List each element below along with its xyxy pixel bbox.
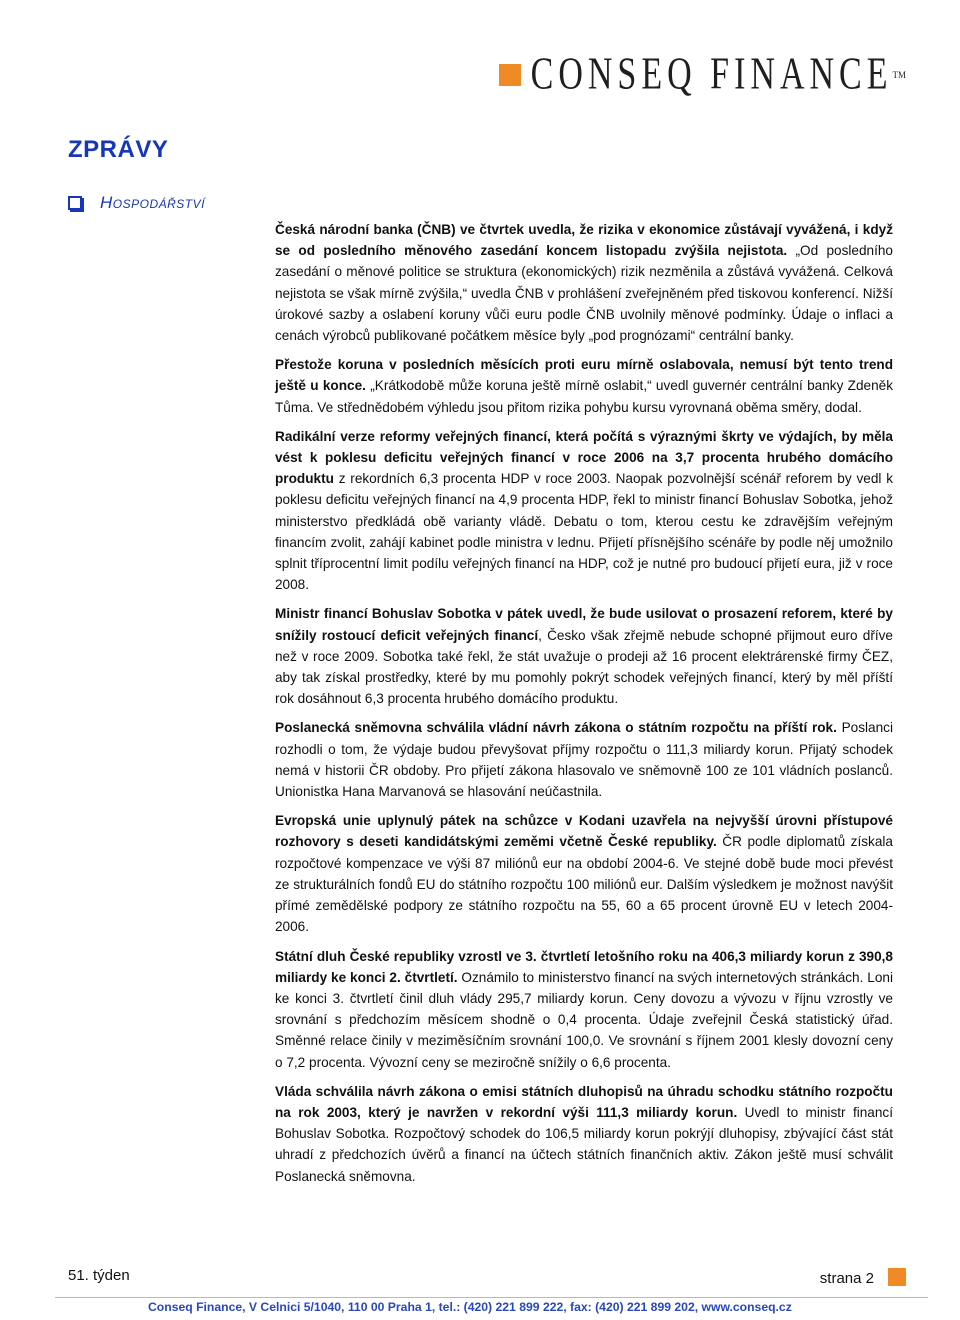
footer-divider	[55, 1297, 928, 1298]
company-logo	[499, 49, 912, 100]
section-title: Hospodářství	[100, 193, 205, 212]
company-address-bar	[0, 1296, 960, 1320]
paragraph-lead: Poslanecká sněmovna schválila vládní návrh zákona o státním rozpočtu na příští rok.	[275, 720, 837, 736]
paragraph-lead: Česká národní banka (ČNB) ve čtvrtek uvedla, že rizika v ekonomice zůstávají vyvážená, i když se od posledního měnového zasedání koncem listopadu zvýšila nejistota.	[275, 222, 893, 259]
news-paragraph	[275, 354, 893, 418]
footer-orange-square-icon	[888, 1268, 906, 1286]
page-number: strana 2	[819, 1270, 874, 1287]
logo-trademark: TM	[892, 70, 906, 80]
week-label: 51. týden	[68, 1267, 130, 1284]
company-address: Conseq Finance, V Celnici 5/1040, 110 00 Praha 1, tel.: (420) 221 899 222, fax: (420) 221 899 202, www.conseq.cz	[148, 1300, 792, 1314]
paragraph-lead: Státní dluh České republiky vzrostl ve 3. čtvrtletí letošního roku na 406,3 miliardy korun z 390,8 miliardy ke konci 2. čtvrtletí.	[275, 948, 893, 985]
news-paragraph	[275, 946, 893, 1073]
paragraph-lead: Ministr financí Bohuslav Sobotka v pátek uvedl, že bude usilovat o prosazení reforem, které by snížily rostoucí deficit veřejných financí	[275, 606, 893, 643]
page-title: ZPRÁVY	[68, 136, 169, 163]
news-paragraph	[275, 1081, 893, 1187]
news-paragraph	[275, 810, 893, 937]
news-paragraph	[275, 717, 893, 802]
paragraph-lead: Přestože koruna v posledních měsících proti euru mírně oslabovala, nemusí být tento trend ještě u konce.	[275, 357, 893, 394]
news-paragraph	[275, 426, 893, 596]
logo-text: CONSEQ FINANCE	[530, 49, 893, 100]
paragraph-text: „Krátkodobě může koruna ještě mírně oslabit,“ uvedl guvernér centrální banky Zdeněk Tůma. Ve střednědobém výhledu jsou přitom rizika pohybu kursu vyrovnaná oběma směry, dodal.	[275, 378, 894, 415]
paragraph-text: ČR podle diplomatů získala rozpočtové kompenzace ve výši 87 miliónů eur na období 2004-6. Ve stejné době bude moci převést ze strukturálních fondů EU do státního rozpočtu 100 miliónů eur. Dalším výsledkem je možnost navýšit přímé zemědělské podpory ze státního rozpočtu na 55, 60 a 65 procent úrovně EU v letech 2004- 2006.	[275, 834, 893, 935]
news-paragraph	[275, 219, 893, 346]
paragraph-lead: Radikální verze reformy veřejných financí, která počítá s výraznými škrty ve výdajích, by měla vést k poklesu deficitu veřejných financí v roce 2006 na 3,7 procenta hrubého domácího produktu	[275, 428, 893, 487]
news-content	[275, 219, 893, 1195]
news-paragraph	[275, 603, 893, 709]
paragraph-text: Poslanci rozhodli o tom, že výdaje budou převyšovat příjmy rozpočtu o 111,3 miliardy korun. Přijatý schodek nemá v historii ČR obdoby. Pro přijetí zákona hlasovalo ve sněmovně 100 ze 101 vládních poslanců. Unionistka Hana Marvanová se hlasování neúčastnila.	[275, 720, 893, 800]
paragraph-lead: Evropská unie uplynulý pátek na schůzce v Kodani uzavřela na nejvyšší úrovni přístupové rozhovory s deseti kandidátskými zeměmi včetně České republiky.	[275, 813, 893, 850]
paragraph-text: „Od posledního zasedání o měnové politice se struktura (ekonomických) rizik nezměnila a zůstává vyvážená. Celková nejistota se však mírně zvýšila,“ uvedla ČNB v prohlášení zveřejněném před tiskovou konferencí. Nižší úrokové sazby a oslabení koruny vůči euru podle ČNB uvolnily měnové podmínky. Údaje o inflaci a cenách výrobců publikované počátkem měsíce byly „pod prognózami“ centrální banky.	[275, 243, 893, 344]
paragraph-text: , Česko však zřejmě nebude schopné přijmout euro dříve než v roce 2009. Sobotka také řekl, že stát uvažuje o prodeji až 16 procent elektrárenské firmy ČEZ, aby tak získal prostředky, které by mu pomohly pokrýt schodek veřejných financí, který by měl příští rok dosáhnout 6,3 procenta hrubého domácího produktu.	[275, 627, 893, 707]
page-number-area	[820, 1270, 906, 1287]
paragraph-text: z rekordních 6,3 procenta HDP v roce 2003. Naopak pozvolnější scénář reforem by vedl k poklesu deficitu veřejných financí na 4,9 procenta HDP, řekl to ministr financí Bohuslav Sobotka, jehož ministerstvo předkládá obě varianty vládě. Debatu o tom, kterou cestu ke zdravějším veřejným financím zvolit, zahájí kabinet podle ministra v lednu. Přijetí přísnějšího scénáře by podle něj umožnilo splnit tříprocentní limit podílu veřejných financí na HDP, což je nutné pro budoucí přijetí eura, již v roce 2008.	[275, 471, 893, 593]
paragraph-lead: Vláda schválila návrh zákona o emisi státních dluhopisů na úhradu schodku státního rozpočtu na rok 2003, který je navržen v rekordní výši 111,3 miliardy korun.	[275, 1083, 893, 1120]
logo-orange-square-icon	[499, 64, 521, 86]
checkbox-bullet-icon	[68, 196, 82, 210]
section-heading	[68, 193, 205, 213]
paragraph-text: Oznámilo to ministerstvo financí na svých internetových stránkách. Loni ke konci 3. čtvrtletí činil dluh vlády 295,7 miliardy korun. Ceny dovozu a vývozu v říjnu vzrostly ve srovnání s předchozím měsícem shodně o 0,4 procenta. Údaje zveřejnil Česká statistický úřad. Směnné relace činily v meziměsíčním srovnání 100,0. Ve srovnání s říjnem 2001 klesly dovozní ceny o 7,2 procenta. Vývozní ceny se meziročně snížily o 6,6 procenta.	[275, 969, 893, 1070]
paragraph-text: Uvedl to ministr financí Bohuslav Sobotka. Rozpočtový schodek do 106,5 miliardy korun pokrýjí dluhopisy, zbývající část stát uhradí z předchozích úvěrů a financí na účtech státních finančních aktiv. Zákon ještě musí schválit Poslanecká sněmovna.	[275, 1104, 893, 1184]
